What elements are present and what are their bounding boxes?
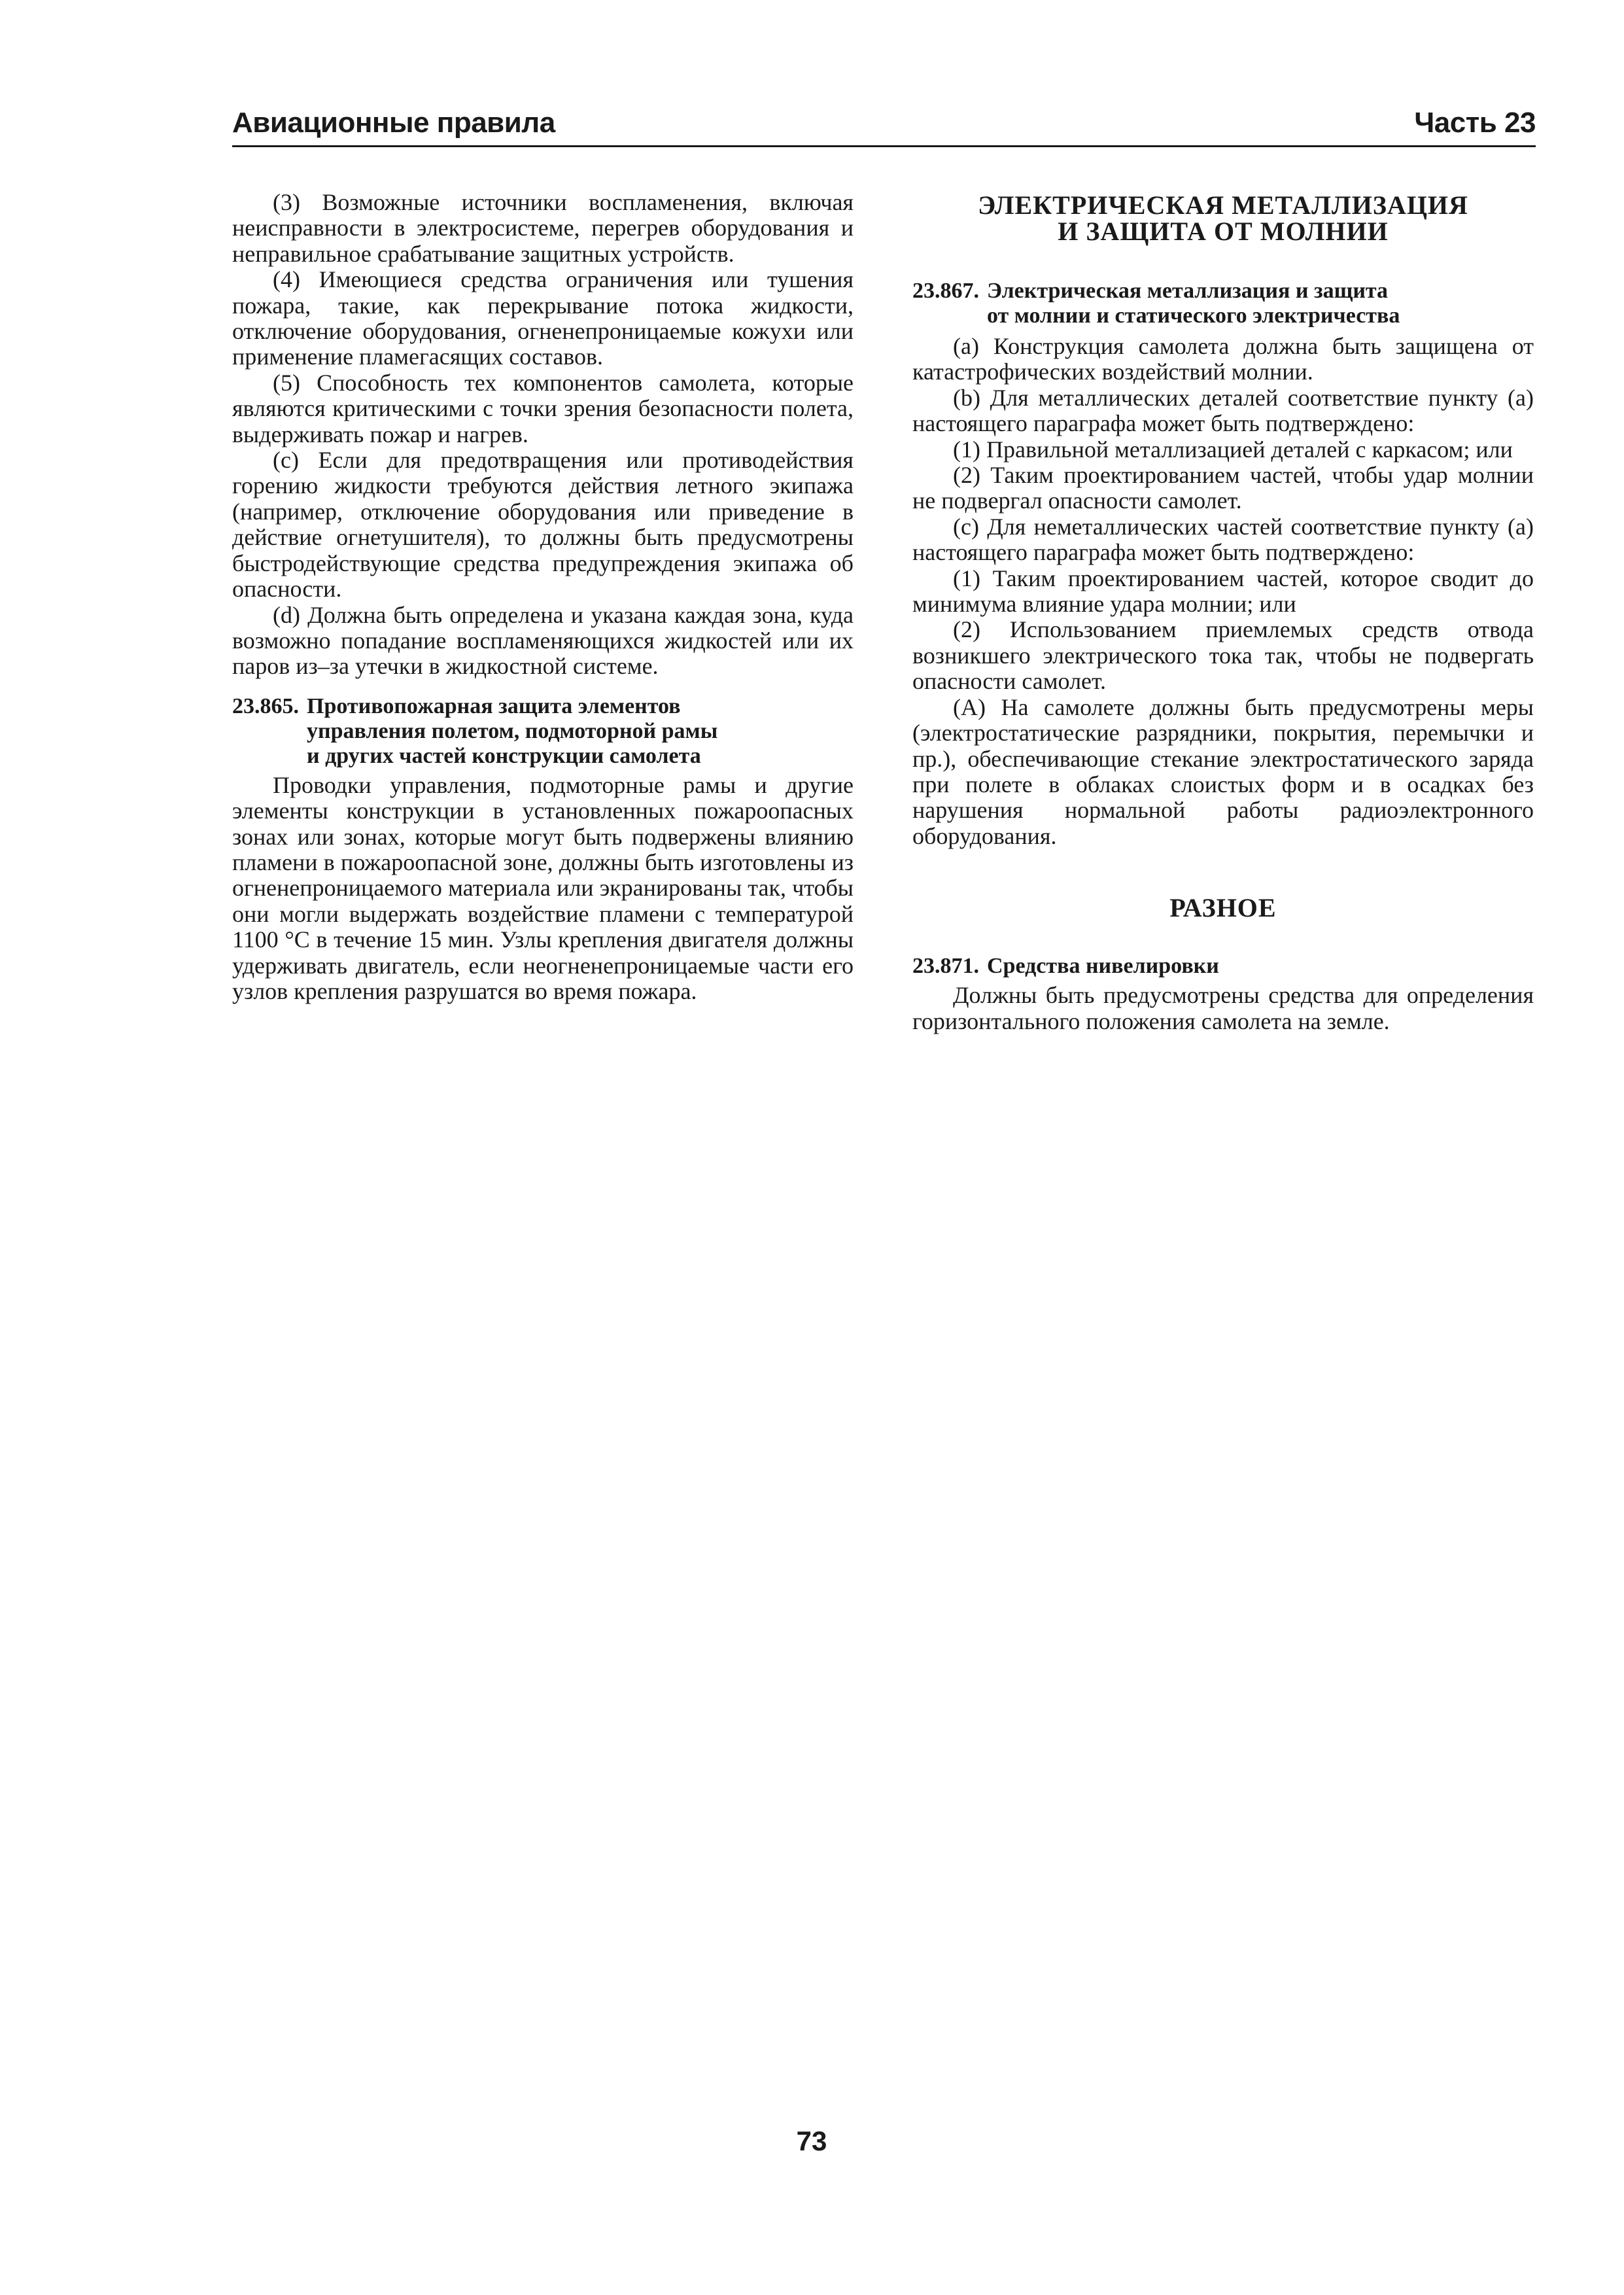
running-header	[232, 103, 1536, 147]
part-title-misc: РАЗНОЕ	[1169, 893, 1277, 923]
header-part-label: Часть 23	[1414, 107, 1536, 139]
section-title-line: и других частей конструкции самолета	[307, 743, 701, 768]
paragraph-a-lightning-protection: (a) Конструкция самолета должна быть защищена от катастрофических воздействий молнии.	[912, 333, 1534, 385]
section-number: 23.871.	[912, 954, 979, 979]
section-title-line: от молнии и статического электричества	[987, 304, 1400, 328]
paragraph-crew-actions: (c) Если для предотвращения или противодействия горению жидкости требуются действия летного экипажа (например, отключение оборудования или приведение в действие огнетушителя), то должны быть предусмотрены быстродействующие средства предупреждения экипажа об опасности.	[232, 447, 854, 603]
part-title-line: ЭЛЕКТРИЧЕСКАЯ МЕТАЛЛИЗАЦИЯ	[978, 190, 1468, 220]
section-title	[307, 694, 717, 769]
paragraph-fire-sources: (3) Возможные источники воспламенения, включая неисправности в электросистеме, перегрев оборудования и неправильное срабатывание защитных устройств.	[232, 189, 854, 267]
section-title: Средства нивелировки	[987, 954, 1219, 979]
section-number: 23.867.	[912, 279, 979, 303]
section-title-line: Противопожарная защита элементов	[307, 693, 681, 718]
paragraph-b2-design: (2) Таким проектированием частей, чтобы удар молнии не подвергал опасности самолет.	[912, 462, 1534, 514]
section-number: 23.865.	[232, 693, 299, 718]
section-heading-23-871	[912, 954, 1534, 979]
paragraph-b-metal-parts: (b) Для металлических деталей соответствие пункту (a) настоящего параграфа может быть подтверждено:	[912, 384, 1534, 437]
paragraph-fire-limiting-means: (4) Имеющиеся средства ограничения или тушения пожара, такие, как перекрывание потока жидкости, отключение оборудования, огненепроницаемые кожухи или применение пламегасящих составов.	[232, 266, 854, 370]
paragraph-critical-components: (5) Способность тех компонентов самолета, которые являются критическими с точки зрения безопасности полета, выдерживать пожар и нагрев.	[232, 369, 854, 447]
part-title-line: И ЗАЩИТА ОТ МОЛНИИ	[1058, 217, 1389, 246]
section-23-867-body	[912, 334, 1534, 849]
page-number: 73	[796, 2126, 827, 2156]
header-document-title: Авиационные правила	[232, 107, 555, 139]
paragraph-leveling-means: Должны быть предусмотрены средства для определения горизонтального положения самолета на земле.	[912, 982, 1534, 1034]
section-title-line: Электрическая металлизация и защита	[987, 279, 1389, 303]
paragraph-A-static-discharge: (A) На самолете должны быть предусмотрены меры (электростатические разрядники, покрытия, перемычки и пр.), обеспечивающие стекание электростатического заряда при полете в облаках слоистых форм и в осадках без нарушения нормальной работы радиоэлектронного оборудования.	[912, 693, 1534, 849]
section-title	[987, 279, 1400, 328]
right-column	[912, 190, 1534, 1034]
paragraph-c2-current-diversion: (2) Использованием приемлемых средств отвода возникшего электрического тока так, чтобы не подвергать опасности самолет.	[912, 616, 1534, 695]
paragraph-c-nonmetal-parts: (c) Для неметаллических частей соответствие пункту (a) настоящего параграфа может быть подтверждено:	[912, 513, 1534, 566]
section-heading-23-865	[232, 694, 854, 769]
section-heading-23-867	[912, 279, 1534, 328]
left-column	[232, 190, 854, 1004]
paragraph-control-systems-fire-protection: Проводки управления, подмоторные рамы и другие элементы конструкции в установленных пожароопасных зонах или зонах, которые могут быть подвержены влиянию пламени в пожароопасной зоне, должны быть изготовлены из огненепроницаемого материала или экранированы так, чтобы они могли выдержать воздействие пламени с температурой 1100 °С в течение 15 мин. Узлы крепления двигателя должны удерживать двигатель, если неогненепроницаемые части его узлов крепления разрушатся во время пожара.	[232, 771, 854, 1004]
paragraph-b1-bonding: (1) Правильной металлизацией деталей с каркасом; или	[953, 436, 1513, 463]
section-title-line: управления полетом, подмоторной рамы	[307, 718, 718, 743]
paragraph-c1-design: (1) Таким проектированием частей, которое сводит до минимума влияние удара молнии; или	[912, 565, 1534, 618]
paragraph-fire-zones: (d) Должна быть определена и указана каждая зона, куда возможно попадание воспламеняющихся жидкостей или их паров из–за утечки в жидкостной системе.	[232, 601, 854, 680]
part-title-lightning-protection	[912, 192, 1534, 245]
